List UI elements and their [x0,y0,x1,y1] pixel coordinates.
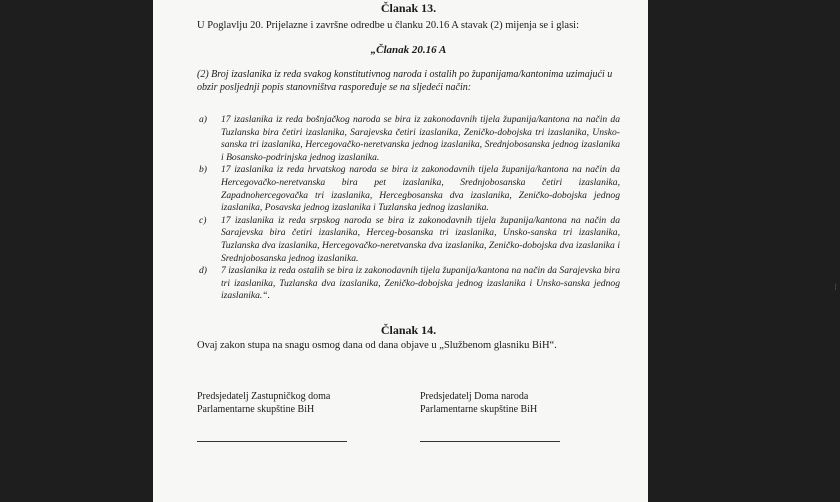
document-page [153,0,648,502]
list-item-letter: b) [199,164,207,176]
delegate-list [197,114,620,303]
signature-right-line [420,441,560,442]
list-item [197,114,620,164]
list-item-text: 17 izaslanika iz reda hrvatskog naroda se bira iz zakonodavnih tijela županija/kantona na način da Hercegovačko-neretvanska bira pet izaslanika, Srednjobosanska četiri izaslanika, Zapadnohercegovačka tri izaslanika, Hercegbosanska dva izaslanika, Zeničko-dobojska jednog izaslanika, Posavska jednog izaslanika i Tuzlanska jednog izaslanika. [221,164,620,214]
list-item-text: 7 izaslanika iz reda ostalih se bira iz zakonodavnih tijela županija/kantona na način da Sarajevska bira tri izaslanika, Tuzlanska dva izaslanika, Zeničko-dobojska jednog izaslanika i Unsko-sanska jednog izaslanika.“. [221,265,620,302]
signature-left-body: Parlamentarne skupštine BiH [197,403,315,415]
signature-left-title: Predsjedatelj Zastupničkog doma [197,390,331,402]
signature-block [197,390,620,442]
amended-article-title: „Članak 20.16 A [370,44,447,56]
article-13-heading: Članak 13. [380,1,437,15]
signature-right-title: Predsjedatelj Doma naroda [420,390,529,402]
article-13-intro: U Poglavlju 20. Prijelazne i završne odredbe u članku 20.16 A stavak (2) mijenja se i glasi: [197,20,579,31]
list-item [197,215,620,265]
list-item-text: 17 izaslanika iz reda srpskog naroda se bira iz zakonodavnih tijela županija/kantona na način da Sarajevska bira četiri izaslanika, Herceg-bosanska tri izaslanika, Unsko-sanska tri izaslanika, Tuzlanska dva izaslanika, Hercegovačko-neretvanska dva izaslanika, Zeničko-dobojska dva izaslanika i Srednjobosanska jednog izaslanika. [221,214,620,264]
list-item [197,265,620,303]
signature-right [420,390,600,442]
list-item-letter: a) [199,114,207,125]
list-item-letter: c) [199,214,207,226]
article-14-heading: Članak 14. [380,322,437,337]
signature-left-line [197,441,347,442]
signature-left [197,390,417,442]
scroll-indicator-icon[interactable]: ⁝ [834,282,837,292]
article-14-text: Ovaj zakon stupa na snagu osmog dana od dana objave u „Službenom glasniku BiH“. [197,339,557,351]
list-item-text: 17 izaslanika iz reda bošnjačkog naroda se bira iz zakonodavnih tijela županija/kantona na način da Tuzlanska bira četiri izaslanika, Sarajevska četiri izaslanika, Zeničko-dobojska tri izaslanika, Unsko-sanska tri izaslanika, Hercegovačko-neretvanska jednog izaslanika, Srednjobosanska jednog izaslanika i Bosansko-podrinjska jednog izaslanika. [221,114,620,163]
signature-right-body: Parlamentarne skupštine BiH [420,403,538,415]
list-item-letter: d) [199,265,207,277]
paragraph-2-text: (2) Broj izaslanika iz reda svakog konstitutivnog naroda i ostalih po županijama/kantonima uzimajući u obzir posljednji popis stanovništva raspoređuje se na sljedeći način: [197,69,613,93]
viewer-scrollbar[interactable] [828,0,840,502]
list-item [197,164,620,214]
